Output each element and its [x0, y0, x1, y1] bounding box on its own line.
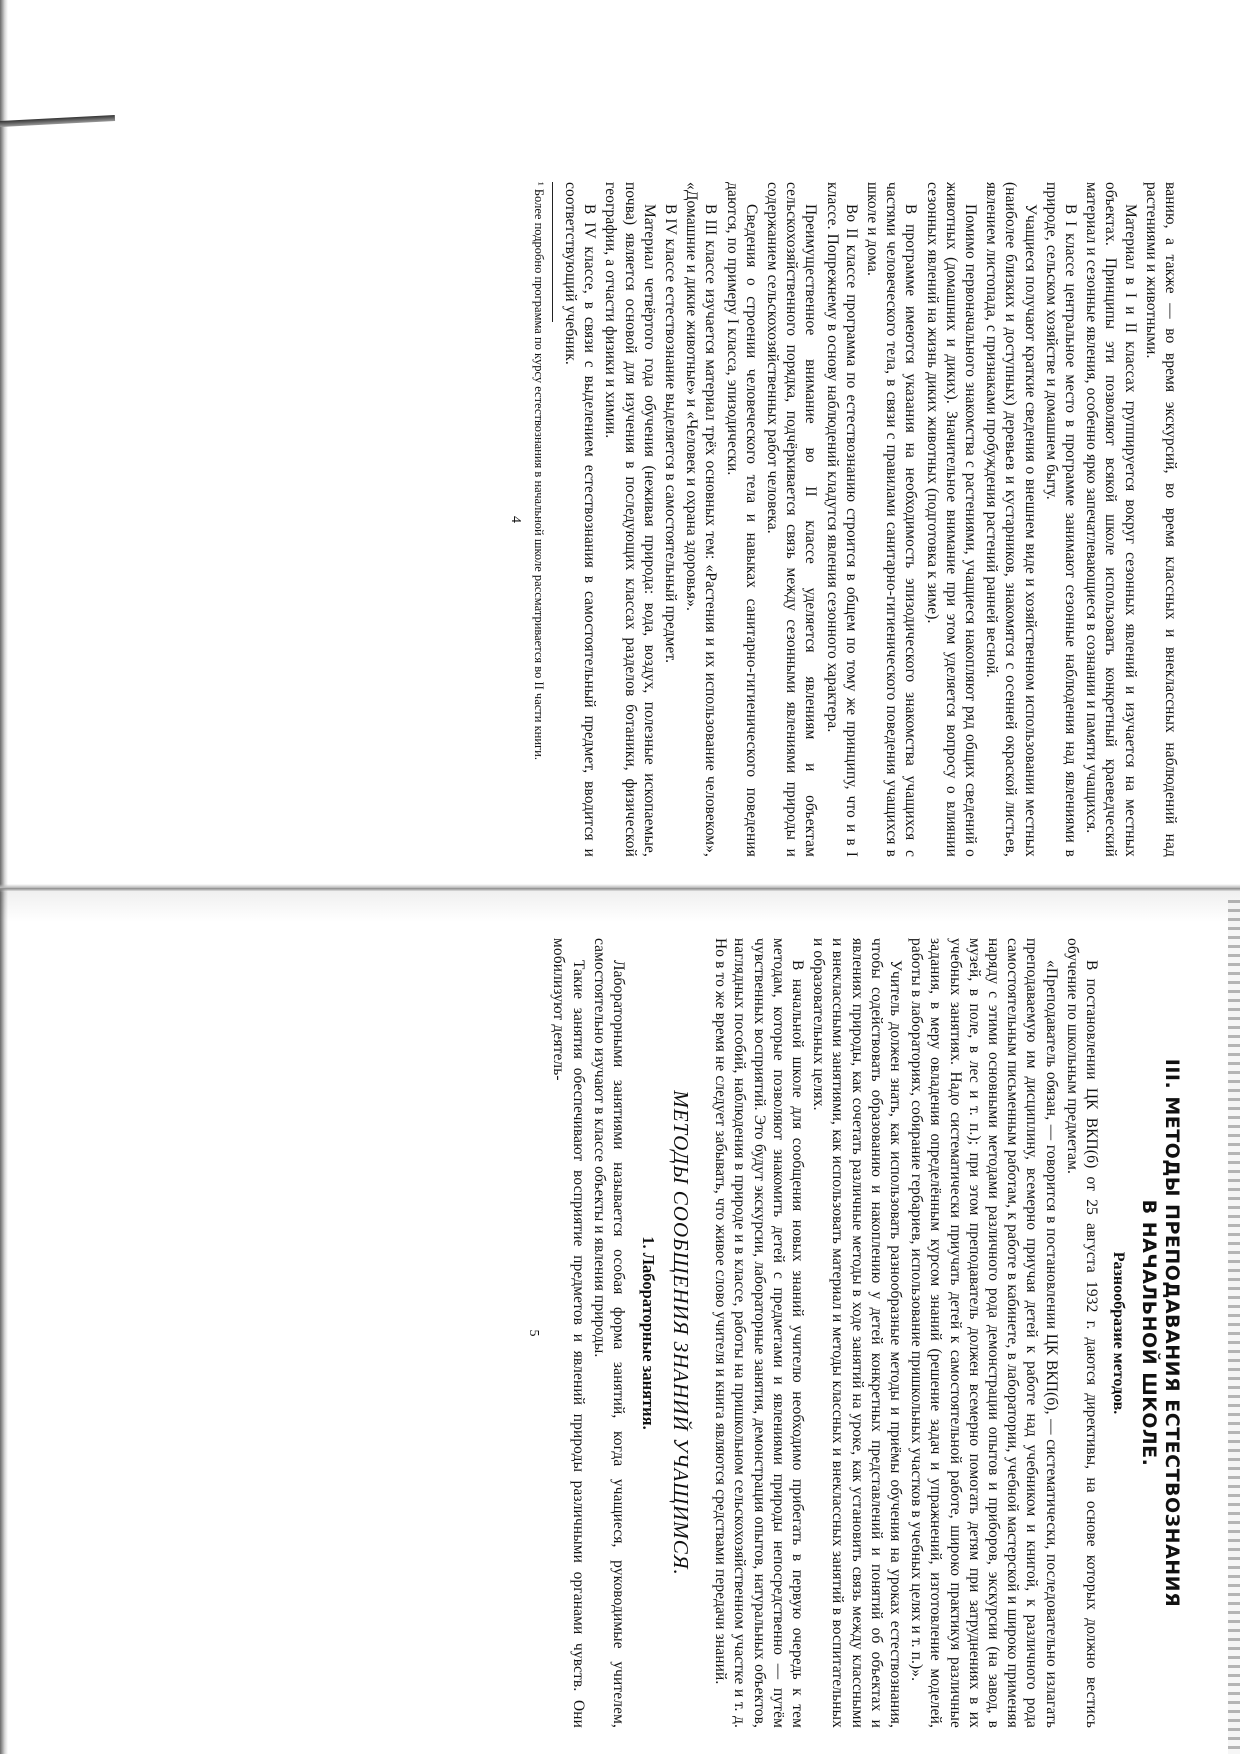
subsection-title: 1. Лабораторные занятия.	[638, 1236, 658, 1430]
chapter-title-line-1: III. МЕТОДЫ ПРЕПОДАВАНИЯ ЕСТЕСТВОЗНАНИЯ	[1161, 1058, 1183, 1608]
book-fold-shadow	[0, 892, 1240, 922]
paragraph: Во II классе программа по естествознанию строится в общем по тому же принципу, что и в I классе. Попрежнему в основу наблюдений кладутся явления сезонного характера.	[823, 182, 860, 857]
paragraph: В начальной школе для сообщения новых знаний учителю необходимо прибегать в первую очередь к тем методам, которые позволяют знакомить детей с предметами и явлениями природы непосредственно — путём чувственных восприятий. Это будут экскурсии, лабораторные занятия, демонстрация опытов, натуральных объектов, наглядных пособий, наблюдения в природе и в классе, работы на пришкольном сельскохозяйственном участке и т. д. Но в то же время не следует забывать, что живое слово учителя и книга являются средствами передачи знаний.	[712, 938, 806, 1728]
paragraph: Такие занятия обеспечивают восприятие предметов и явлений природы различными органами чувств. Они мобилизуют деятель-	[550, 938, 587, 1728]
chapter-title-line-2: В НАЧАЛЬНОЙ ШКОЛЕ.	[1138, 1199, 1160, 1467]
paragraph: В постановлении ЦК ВКП(б) от 25 августа 1932 г. даются директивы, на основе которых должно вестись обучение по школьным предметам.	[1063, 938, 1100, 1728]
footnote-rule	[552, 182, 553, 322]
paragraph: Помимо первоначального знакомства с растениями, учащиеся накопляют ряд общих сведений о животных (домашних и диких). Значительное внимание при этом уделяется вопросу о влиянии сезонных явлений на жизнь диких животных (подготовка к зиме).	[923, 182, 979, 857]
page-number: 4	[507, 516, 523, 523]
scan-paper-edge	[0, 115, 115, 127]
section-title: МЕТОДЫ СООБЩЕНИЯ ЗНАНИЙ УЧАЩИМСЯ.	[668, 1090, 693, 1576]
paragraph: «Преподаватель обязан, — говорится в постановлении ЦК ВКП(б), — систематически, последовательно излагать преподаваемую им дисциплину, всемерно приучая детей к работе над учебником и книгой, к различного рода самостоятельным письменным работам, к работе в кабинете, в лаборатории, учебной мастерской и широко применяя наряду с этими основными методами различного рода демонстрации опытов и приборов, экскурсии (на завод, в музей, в поле, в лес и т. п.); при этом преподаватель должен всемерно помогать детям при затруднениях в их учебных занятиях. Надо систематически приучать детей к самостоятельной работе, широко практикуя различные задания, в меру овладения определённым курсом знаний (решение задач и упражнений, изготовление моделей, работы в лабораториях, собирание гербариев, использование пришкольных участков в учебных целях и т. п.)».	[908, 938, 1060, 1728]
page-number: 5	[526, 1329, 542, 1337]
paragraph: В программе имеются указания на необходимость эпизодического знакомства учащихся с частями человеческого тела, в связи с правилами санитарно-гигиенического поведения учащихся в школе и дома.	[863, 182, 920, 857]
page-5	[143, 938, 1183, 1728]
paragraph: Материал четвёртого года обучения (неживая природа: вода, воздух, полезные ископаемые, почва) является основой для изучения в последующих классах разделов ботаники, физической географии, а отчасти физики и химии.	[602, 182, 658, 857]
paragraph: Преимущественное внимание во II классе уделяется явлениям и объектам сельскохозяйственного порядка, подчёркивается связь между сезонными явлениями природы и содержанием сельскохозяйственных работ человека.	[763, 182, 820, 857]
paragraph: В I классе центральное место в программе занимают сезонные наблюдения над явлениями в природе, сельском хозяйстве и домашнем быту.	[1042, 182, 1079, 857]
paragraph: Материал в I и II классах группируется вокруг сезонных явлений и изучается на местных объектах. Принципы эти позволяют всякой школе использовать конкретный краеведческий материал и сезонные явления, особенно ярко запечатлевающиеся в сознании и памяти учащихся.	[1083, 182, 1139, 857]
paragraph: В III классе изучается материал трёх основных тем: «Растения и их использование человеком», «Домашние и дикие животные» и «Человек и охрана здоровья».	[683, 182, 720, 857]
paragraph: Лабораторными занятиями называется особая форма занятий, когда учащиеся, руководимые учителем, самостоятельно изучают в классе объекты и явления природы.	[590, 938, 627, 1728]
paragraph: Учащиеся получают краткие сведения о внешнем виде и хозяйственном использовании местных (наиболее близких и доступных) деревьев и кустарников, знакомятся с осенней окраской листьев, явлением листопада, с признаками пробуждения растений ранней весной.	[983, 182, 1039, 857]
scan-right-edge-noise	[1228, 900, 1240, 1754]
paragraph: Учитель должен знать, как использовать разнообразные методы и приёмы обучения на уроках естествознания, чтобы содействовать образованию и накоплению у детей конкретных представлений и понятий об объектах и явлениях природы, как сочетать различные методы в ходе занятий на уроке, как установить связь между классными и внеклассными занятиями, как использовать материал и методы классных и внеклассных занятий в воспитательных и образовательных целях.	[810, 938, 904, 1728]
scan-left-edge-shadow	[0, 0, 8, 1754]
footnote: ¹ Более подробно программа по курсу естествознания в начальной школе рассматривается во II части книги.	[531, 182, 546, 760]
paragraph: В IV классе, в связи с выделением естествознания в самостоятельный предмет, вводится и соответствующий учебник.	[561, 182, 599, 857]
book-fold-line	[0, 884, 1240, 892]
paragraph: Сведения о строении человеческого тела и навыках санитарно-гигиенического поведения даются, по примеру I класса, эпизодически.	[723, 182, 760, 857]
page-4	[150, 182, 1180, 857]
subheading: Разнообразие методов.	[1110, 1251, 1127, 1415]
paragraph: В IV классе естествознание выделяется в самостоятельный предмет.	[661, 204, 679, 664]
paragraph: ванию, а также — во время экскурсий, во время классных и внеклассных наблюдений над растениями и животными.	[1142, 182, 1179, 857]
